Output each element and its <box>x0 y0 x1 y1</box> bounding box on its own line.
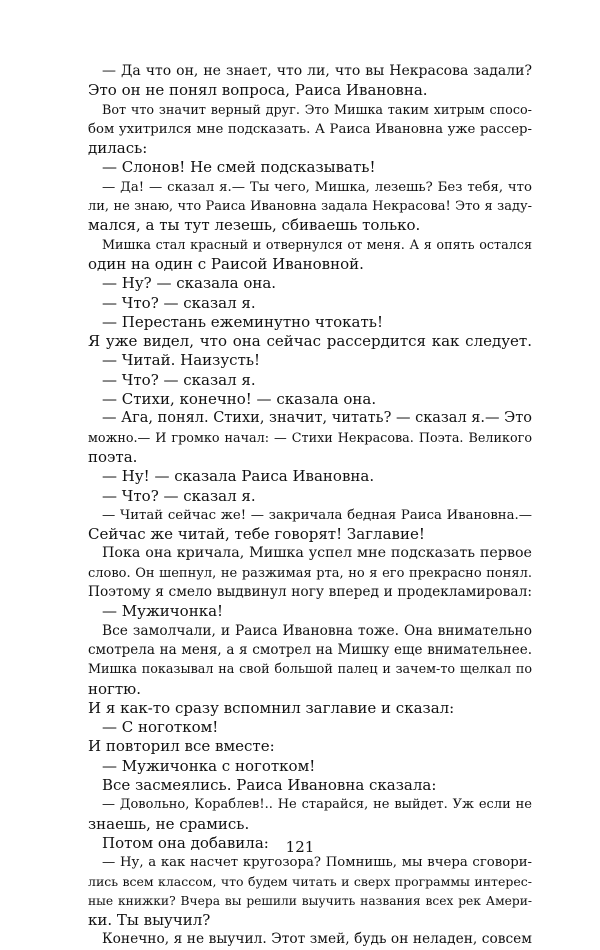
text-line: — Что? — сказал я. <box>102 370 256 389</box>
text-body <box>88 62 532 950</box>
text-line: поэта. <box>88 447 138 466</box>
text-line: — Что? — сказал я. <box>102 293 256 312</box>
text-line: смотрела на меня, а я смотрел на Мишку еще внимательнее. <box>88 641 532 658</box>
text-line: И повторил все вместе: <box>88 737 275 756</box>
text-line: Все замолчали, и Раиса Ивановна тоже. Она внимательно <box>102 622 532 639</box>
text-line: бом ухитрился мне подсказать. А Раиса Ивановна уже рассер- <box>88 121 532 137</box>
text-line: Мишка показывал на свой большой палец и зачем-то щелкал по <box>88 662 532 678</box>
text-line: — Да что он, не знает, что ли, что вы Некрасова задали? <box>102 63 532 79</box>
text-line: — Читай. Наизусть! <box>102 351 261 370</box>
text-line: И я как-то сразу вспомнил заглавие и сказал: <box>88 698 455 717</box>
text-line: — Да! — сказал я.— Ты чего, Мишка, лезешь? Без тебя, что <box>102 179 532 195</box>
text-line: Я уже видел, что она сейчас рассердится как следует. <box>88 332 532 351</box>
text-line: ные книжки? Вчера вы решили выучить названия всех рек Амери- <box>88 893 532 908</box>
text-line: Это он не понял вопроса, Раиса Ивановна. <box>88 81 428 100</box>
text-line: Мишка стал красный и отвернулся от меня. А я опять остался <box>102 237 532 253</box>
text-line: — Довольно, Кораблев!.. Не старайся, не выйдет. Уж если не <box>102 797 532 813</box>
text-line: — Ну, а как насчет кругозора? Помнишь, мы вчера сговори- <box>102 855 532 871</box>
text-line: дилась: <box>88 139 148 158</box>
page-number: 121 <box>285 838 315 856</box>
text-line: — Мужичонка с ноготком! <box>102 756 316 775</box>
text-line: знаешь, не срамись. <box>88 814 250 833</box>
text-line: — Что? — сказал я. <box>102 486 256 505</box>
text-line: можно.— И громко начал: — Стихи Некрасова. Поэта. Великого <box>88 430 532 446</box>
text-line: Поэтому я смело выдвинул ногу вперед и продекламировал: <box>88 584 532 601</box>
text-line: Конечно, я не выучил. Этот змей, будь он неладен, совсем <box>102 931 532 948</box>
text-line: — С ноготком! <box>102 718 219 737</box>
text-line: один на один с Раисой Ивановной. <box>88 254 364 273</box>
text-line: — Ну? — сказала она. <box>102 274 277 293</box>
text-line: — Ага, понял. Стихи, значит, читать? — сказал я.— Это <box>102 410 532 427</box>
text-line: ногтю. <box>88 679 142 698</box>
text-line: слово. Он шепнул, не разжимая рта, но я его прекрасно понял. <box>88 565 532 581</box>
text-line: Пока она кричала, Мишка успел мне подсказать первое <box>102 545 532 562</box>
text-line: — Мужичонка! <box>102 602 224 621</box>
text-line: — Стихи, конечно! — сказала она. <box>102 390 377 409</box>
text-line: — Перестань ежеминутно чтокать! <box>102 312 383 331</box>
text-line: ли, не знаю, что Раиса Ивановна задала Некрасова! Это я заду- <box>88 199 532 215</box>
text-line: Потом она добавила: <box>102 833 269 852</box>
text-line: лись всем классом, что будем читать и сверх программы интерес- <box>88 874 532 890</box>
text-line: — Слонов! Не смей подсказывать! <box>102 158 376 177</box>
text-line: Все засмеялись. Раиса Ивановна сказала: <box>102 775 437 794</box>
text-line: Сейчас же читай, тебе говорят! Заглавие! <box>88 525 425 544</box>
text-line: ки. Ты выучил? <box>88 911 211 930</box>
text-line: Вот что значит верный друг. Это Мишка таким хитрым спосо- <box>102 102 532 118</box>
text-line: — Ну! — сказала Раиса Ивановна. <box>102 467 375 486</box>
text-line: мался, а ты тут лезешь, сбиваешь только. <box>88 216 421 235</box>
text-line: — Читай сейчас же! — закричала бедная Раиса Ивановна.— <box>102 507 532 523</box>
